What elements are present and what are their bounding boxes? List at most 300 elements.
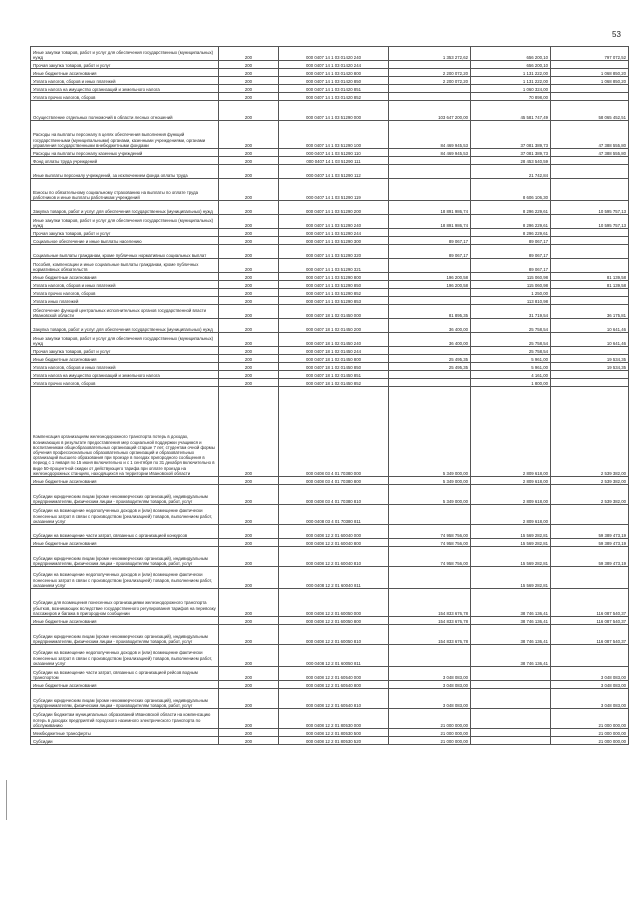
- row-name: Пособия, компенсации и иные социальные выплаты гражданам, кроме публичных нормативных обязательств: [31, 259, 219, 273]
- row-name: Субсидии юридическим лицам (кроме некоммерческих организаций), индивидуальным предпринимателям, физическим лицам - производителям товаров, работ, услуг: [31, 485, 219, 505]
- row-code: 000 0407 18 1 02 01450 800: [279, 355, 389, 363]
- row-remaining: 3 048 083,00: [551, 689, 629, 709]
- row-code: 000 0407 14 1 03 51290 800: [279, 273, 389, 281]
- row-plan: 74 958 756,00: [389, 539, 471, 547]
- row-section: 200: [219, 93, 279, 101]
- row-name: Взносы по обязательному социальному страхованию на выплаты по оплате труда работников и иные выплаты работникам учреждений: [31, 179, 219, 201]
- row-remaining: 3 048 083,00: [551, 681, 629, 689]
- table-row: [31, 179, 629, 201]
- table-row: [31, 237, 629, 245]
- table-row: [31, 215, 629, 229]
- row-plan: [389, 505, 471, 525]
- row-remaining: [551, 165, 629, 179]
- row-plan: [389, 379, 471, 387]
- row-section: 200: [219, 729, 279, 737]
- row-plan: 3 048 083,00: [389, 689, 471, 709]
- row-remaining: 58 065 452,51: [551, 101, 629, 121]
- row-section: 200: [219, 709, 279, 729]
- table-row: [31, 347, 629, 355]
- row-code: 000 0407 18 1 02 01450 851: [279, 371, 389, 379]
- row-name: Прочая закупка товаров, работ и услуг: [31, 229, 219, 237]
- row-plan: 154 833 676,78: [389, 625, 471, 645]
- row-code: 000 0407 18 1 02 01450 850: [279, 363, 389, 371]
- row-name: Иные бюджетные ассигнования: [31, 273, 219, 281]
- table-row: [31, 387, 629, 477]
- row-name: Иные бюджетные ассигнования: [31, 69, 219, 77]
- row-executed: 37 081 389,73: [471, 149, 551, 157]
- row-section: 200: [219, 539, 279, 547]
- row-plan: 18 891 986,74: [389, 215, 471, 229]
- row-section: 200: [219, 333, 279, 347]
- row-plan: 18 891 986,74: [389, 201, 471, 215]
- row-plan: [389, 645, 471, 667]
- row-code: 000 0408 12 2 01 60050 810: [279, 625, 389, 645]
- row-remaining: 2 539 382,00: [551, 387, 629, 477]
- row-section: 200: [219, 505, 279, 525]
- row-remaining: 10 595 757,13: [551, 215, 629, 229]
- row-code: 000 0407 14 1 03 51290 853: [279, 297, 389, 305]
- row-remaining: [551, 157, 629, 165]
- row-code: 000 0407 14 1 03 51290 240: [279, 215, 389, 229]
- row-name: Уплата налога на имущество организаций и земельного налога: [31, 85, 219, 93]
- table-row: [31, 319, 629, 333]
- row-section: 200: [219, 681, 279, 689]
- row-plan: 81 895,35: [389, 305, 471, 319]
- row-code: 000 0407 14 1 03 01420 240: [279, 47, 389, 61]
- row-code: 000 0408 12 2 01 60050 811: [279, 645, 389, 667]
- table-row: [31, 201, 629, 215]
- row-executed: 8 296 229,61: [471, 229, 551, 237]
- row-code: 000 0407 18 1 02 01450 244: [279, 347, 389, 355]
- row-remaining: 116 087 540,37: [551, 589, 629, 617]
- row-section: 200: [219, 215, 279, 229]
- row-name: Межбюджетные трансферты: [31, 729, 219, 737]
- row-remaining: 21 000 000,00: [551, 709, 629, 729]
- row-plan: 21 000 000,00: [389, 737, 471, 745]
- row-section: 200: [219, 47, 279, 61]
- row-code: 000 0407 14 1 03 51290 244: [279, 229, 389, 237]
- row-plan: 1 353 272,62: [389, 47, 471, 61]
- row-plan: 2 200 072,20: [389, 77, 471, 85]
- row-section: 200: [219, 667, 279, 681]
- row-remaining: 47 388 555,80: [551, 121, 629, 149]
- row-executed: 15 569 282,81: [471, 547, 551, 567]
- row-remaining: 36 175,81: [551, 305, 629, 319]
- row-code: 000 0407 14 1 03 51290 320: [279, 245, 389, 259]
- row-plan: 103 647 200,00: [389, 101, 471, 121]
- row-code: 000 0408 12 2 01 60540 000: [279, 667, 389, 681]
- row-name: Расходы на выплаты персоналу в целях обеспечения выполнения функций государственными (муниципальными) органами, казенными учреждениями, органами управления государственными внебюджетными фондами: [31, 121, 219, 149]
- row-section: 200: [219, 319, 279, 333]
- row-name: Иные закупки товаров, работ и услуг для обеспечения государственных (муниципальных) нужд: [31, 333, 219, 347]
- row-plan: [389, 297, 471, 305]
- row-remaining: 1 068 850,20: [551, 77, 629, 85]
- row-name: Уплата налогов, сборов и иных платежей: [31, 363, 219, 371]
- row-plan: [389, 347, 471, 355]
- row-executed: 70 898,00: [471, 93, 551, 101]
- row-remaining: [551, 347, 629, 355]
- row-plan: 3 048 083,00: [389, 667, 471, 681]
- row-remaining: 2 539 382,00: [551, 477, 629, 485]
- row-name: Уплата иных платежей: [31, 297, 219, 305]
- row-executed: 15 569 282,81: [471, 539, 551, 547]
- row-code: 000 0407 14 1 03 51290 100: [279, 121, 389, 149]
- row-executed: 8 296 229,61: [471, 215, 551, 229]
- table-row: [31, 77, 629, 85]
- table-row: [31, 505, 629, 525]
- row-name: Фонд оплаты труда учреждений: [31, 157, 219, 165]
- table-row: [31, 245, 629, 259]
- row-remaining: [551, 289, 629, 297]
- row-plan: 74 958 756,00: [389, 547, 471, 567]
- table-row: [31, 371, 629, 379]
- row-remaining: 19 534,35: [551, 355, 629, 363]
- row-executed: 25 758,54: [471, 333, 551, 347]
- table-row: [31, 61, 629, 69]
- row-executed: 31 719,54: [471, 305, 551, 319]
- row-code: 000 0407 14 1 03 01420 852: [279, 93, 389, 101]
- row-plan: 154 833 676,78: [389, 589, 471, 617]
- row-name: Субсидии на возмещение части затрат, связанных с организацией рейсов водным транспортом: [31, 667, 219, 681]
- row-code: 000 0408 03 4 01 70380 800: [279, 477, 389, 485]
- row-plan: 5 349 000,00: [389, 477, 471, 485]
- row-name: Субсидии юридическим лицам (кроме некоммерческих организаций), индивидуальным предпринимателям, физическим лицам - производителям товаров, работ, услуг: [31, 689, 219, 709]
- row-plan: [389, 259, 471, 273]
- row-name: Субсидии юридическим лицам (кроме некоммерческих организаций), индивидуальным предпринимателям, физическим лицам - производителям товаров, работ, услуг: [31, 625, 219, 645]
- row-name: Уплата налогов, сборов и иных платежей: [31, 77, 219, 85]
- row-executed: 37 081 389,73: [471, 121, 551, 149]
- row-remaining: [551, 645, 629, 667]
- row-name: Прочая закупка товаров, работ и услуг: [31, 61, 219, 69]
- row-section: 200: [219, 689, 279, 709]
- table-row: [31, 539, 629, 547]
- row-section: 200: [219, 567, 279, 589]
- row-section: 200: [219, 237, 279, 245]
- row-remaining: 797 072,52: [551, 47, 629, 61]
- row-remaining: [551, 297, 629, 305]
- row-name: Уплата прочих налогов, сборов: [31, 289, 219, 297]
- row-section: 200: [219, 645, 279, 667]
- row-name: Иные бюджетные ассигнования: [31, 477, 219, 485]
- row-section: 200: [219, 201, 279, 215]
- row-executed: 8 606 106,30: [471, 179, 551, 201]
- table-row: [31, 355, 629, 363]
- row-code: 000 0407 14 1 03 51290 119: [279, 179, 389, 201]
- row-remaining: [551, 85, 629, 93]
- row-remaining: 59 389 473,19: [551, 525, 629, 539]
- row-executed: 38 746 136,41: [471, 589, 551, 617]
- row-code: 000 0407 14 1 03 51290 852: [279, 289, 389, 297]
- row-code: 000 0408 12 2 01 60040 800: [279, 539, 389, 547]
- row-name: Субсидии: [31, 737, 219, 745]
- row-plan: 36 400,00: [389, 333, 471, 347]
- row-remaining: 116 087 540,37: [551, 625, 629, 645]
- table-row: [31, 289, 629, 297]
- row-section: 200: [219, 165, 279, 179]
- row-name: Уплата налогов, сборов и иных платежей: [31, 281, 219, 289]
- table-row: [31, 259, 629, 273]
- row-executed: 8 296 229,61: [471, 201, 551, 215]
- row-executed: [471, 689, 551, 709]
- row-plan: 36 400,00: [389, 319, 471, 333]
- row-executed: 15 569 282,81: [471, 525, 551, 539]
- row-plan: 196 200,58: [389, 273, 471, 281]
- row-remaining: 59 389 473,19: [551, 539, 629, 547]
- table-row: [31, 709, 629, 729]
- row-name: Иные бюджетные ассигнования: [31, 539, 219, 547]
- row-executed: 25 758,54: [471, 319, 551, 333]
- row-executed: [471, 737, 551, 745]
- row-section: 200: [219, 259, 279, 273]
- row-name: Субсидии на возмещение части затрат, связанных с организацией конкурсов: [31, 525, 219, 539]
- row-section: 200: [219, 245, 279, 259]
- row-plan: 25 495,35: [389, 355, 471, 363]
- row-name: Субсидии на возмещение недополученных доходов и (или) возмещение фактически понесенных затрат в связи с производством (реализацией) товаров, выполнением работ, оказанием услуг: [31, 567, 219, 589]
- row-remaining: [551, 179, 629, 201]
- row-remaining: 21 000 000,00: [551, 729, 629, 737]
- row-section: 200: [219, 69, 279, 77]
- row-remaining: 81 139,58: [551, 281, 629, 289]
- row-plan: 3 048 083,00: [389, 681, 471, 689]
- row-plan: 84 469 945,53: [389, 149, 471, 157]
- table-row: [31, 485, 629, 505]
- row-code: 000 0407 14 1 03 51290 112: [279, 165, 389, 179]
- row-name: Субсидии на возмещение недополученных доходов и (или) возмещение фактически понесенных затрат в связи с производством (реализацией) товаров, выполнением работ, оказанием услуг: [31, 645, 219, 667]
- row-remaining: 21 000 000,00: [551, 737, 629, 745]
- row-name: Расходы на выплаты персоналу казенных учреждений: [31, 149, 219, 157]
- table-row: [31, 681, 629, 689]
- row-executed: 2 809 618,00: [471, 477, 551, 485]
- table-row: [31, 157, 629, 165]
- row-section: 200: [219, 77, 279, 85]
- row-remaining: [551, 371, 629, 379]
- row-code: 000 0408 12 2 01 80530 000: [279, 709, 389, 729]
- row-section: 200: [219, 61, 279, 69]
- row-executed: [471, 681, 551, 689]
- row-code: 000 0407 18 1 02 01450 852: [279, 379, 389, 387]
- row-name: Осуществление отдельных полномочий в области лесных отношений: [31, 101, 219, 121]
- row-code: 000 0408 12 2 01 60050 800: [279, 617, 389, 625]
- row-plan: [389, 157, 471, 165]
- row-executed: 2 809 618,00: [471, 485, 551, 505]
- row-executed: 25 758,54: [471, 347, 551, 355]
- row-plan: 5 349 000,00: [389, 485, 471, 505]
- row-section: 200: [219, 355, 279, 363]
- row-section: 200: [219, 737, 279, 745]
- table-row: [31, 567, 629, 589]
- row-plan: 5 349 000,00: [389, 387, 471, 477]
- row-section: 200: [219, 485, 279, 505]
- row-remaining: 3 048 083,00: [551, 667, 629, 681]
- table-row: [31, 47, 629, 61]
- row-code: 000 0407 14 1 03 01420 800: [279, 69, 389, 77]
- row-plan: [389, 567, 471, 589]
- row-executed: [471, 729, 551, 737]
- row-plan: 21 000 000,00: [389, 709, 471, 729]
- row-section: 200: [219, 101, 279, 121]
- row-executed: 113 810,98: [471, 297, 551, 305]
- row-code: 000 0407 14 1 03 51290 111: [279, 157, 389, 165]
- row-section: 200: [219, 617, 279, 625]
- margin-mark: [6, 780, 7, 820]
- row-remaining: 10 641,46: [551, 333, 629, 347]
- row-remaining: 81 139,58: [551, 273, 629, 281]
- row-executed: 115 060,98: [471, 281, 551, 289]
- row-executed: 89 067,17: [471, 237, 551, 245]
- row-code: 000 0407 18 1 02 01450 240: [279, 333, 389, 347]
- row-section: 200: [219, 371, 279, 379]
- row-section: 200: [219, 149, 279, 157]
- row-code: 000 0408 12 2 01 60040 810: [279, 547, 389, 567]
- row-code: 000 0408 12 2 01 60040 811: [279, 567, 389, 589]
- row-plan: [389, 371, 471, 379]
- row-section: 200: [219, 387, 279, 477]
- table-row: [31, 667, 629, 681]
- row-section: 200: [219, 347, 279, 355]
- row-remaining: [551, 505, 629, 525]
- row-code: 000 0407 14 1 03 01420 244: [279, 61, 389, 69]
- table-row: [31, 281, 629, 289]
- table-row: [31, 101, 629, 121]
- row-executed: 2 809 618,00: [471, 505, 551, 525]
- table-row: [31, 617, 629, 625]
- table-row: [31, 85, 629, 93]
- row-code: 000 0408 03 4 01 70380 811: [279, 505, 389, 525]
- row-executed: 38 746 136,41: [471, 625, 551, 645]
- row-section: 200: [219, 297, 279, 305]
- table-row: [31, 93, 629, 101]
- row-code: 000 0407 14 1 03 51290 200: [279, 201, 389, 215]
- table-row: [31, 333, 629, 347]
- row-name: Иные закупки товаров, работ и услуг для обеспечения государственных (муниципальных) нужд: [31, 215, 219, 229]
- row-code: 000 0407 14 1 03 51290 000: [279, 101, 389, 121]
- row-remaining: 10 595 757,13: [551, 201, 629, 215]
- row-name: Иные бюджетные ассигнования: [31, 355, 219, 363]
- row-remaining: [551, 237, 629, 245]
- row-section: 200: [219, 289, 279, 297]
- row-plan: [389, 179, 471, 201]
- table-row: [31, 229, 629, 237]
- row-executed: 656 200,10: [471, 61, 551, 69]
- row-code: 000 0407 14 1 03 51290 321: [279, 259, 389, 273]
- table-row: [31, 363, 629, 371]
- row-name: Закупка товаров, работ и услуг для обеспечения государственных (муниципальных) нужд: [31, 319, 219, 333]
- row-section: 200: [219, 281, 279, 289]
- row-name: Уплата прочих налогов, сборов: [31, 93, 219, 101]
- row-remaining: 116 087 540,37: [551, 617, 629, 625]
- table-row: [31, 737, 629, 745]
- row-executed: 5 961,00: [471, 363, 551, 371]
- row-name: Субсидии на возмещение недополученных доходов и (или) возмещение фактически понесенных затрат в связи с производством (реализацией) товаров, выполнением работ, оказанием услуг: [31, 505, 219, 525]
- row-executed: 1 131 222,00: [471, 77, 551, 85]
- row-name: Иные бюджетные ассигнования: [31, 681, 219, 689]
- row-plan: [389, 61, 471, 69]
- row-plan: 89 067,17: [389, 245, 471, 259]
- row-code: 000 0407 18 1 02 01450 200: [279, 319, 389, 333]
- row-name: Социальные выплаты гражданам, кроме публичных нормативных социальных выплат: [31, 245, 219, 259]
- budget-table: [30, 46, 629, 745]
- row-executed: 656 200,10: [471, 47, 551, 61]
- table-row: [31, 645, 629, 667]
- row-plan: 84 469 945,53: [389, 121, 471, 149]
- row-name: Компенсация организациям железнодорожного транспорта потерь в доходах, возникающих в результате предоставления мер социальной поддержки учащимся и воспитанникам общеобразовательных организаций старше 7 лет, студентам очной формы обучения профессиональных образовательных организаций и образовательных организаций высшего образования при проезде в поездах пригородного сообщения в период с 1 января по 15 июня включительно и с 1 сентября по 31 декабря включительно в виде 50-процентной скидки от действующего тарифа при оплате проезда на железнодорожных станциях, находящихся на территории Ивановской области: [31, 387, 219, 477]
- row-executed: 28 453 540,59: [471, 157, 551, 165]
- table-row: [31, 525, 629, 539]
- row-section: 200: [219, 589, 279, 617]
- row-plan: [389, 229, 471, 237]
- row-section: 200: [219, 547, 279, 567]
- row-plan: 74 958 756,00: [389, 525, 471, 539]
- row-name: Прочая закупка товаров, работ и услуг: [31, 347, 219, 355]
- row-code: 000 0408 03 4 01 70380 810: [279, 485, 389, 505]
- row-name: Иные бюджетные ассигнования: [31, 617, 219, 625]
- row-name: Уплата налога на имущество организаций и земельного налога: [31, 371, 219, 379]
- row-plan: 154 833 676,78: [389, 617, 471, 625]
- row-executed: 38 746 136,41: [471, 645, 551, 667]
- row-name: Иные выплаты персоналу учреждений, за исключением фонда оплаты труда: [31, 165, 219, 179]
- row-remaining: [551, 379, 629, 387]
- table-row: [31, 547, 629, 567]
- row-remaining: 2 539 382,00: [551, 485, 629, 505]
- row-executed: 2 809 618,00: [471, 387, 551, 477]
- table-row: [31, 69, 629, 77]
- row-section: 200: [219, 363, 279, 371]
- table-row: [31, 477, 629, 485]
- row-name: Социальное обеспечение и иные выплаты населению: [31, 237, 219, 245]
- row-remaining: 1 068 850,20: [551, 69, 629, 77]
- row-executed: 1 250,00: [471, 289, 551, 297]
- row-section: 200: [219, 121, 279, 149]
- row-remaining: [551, 61, 629, 69]
- row-remaining: [551, 567, 629, 589]
- row-executed: 89 067,17: [471, 259, 551, 273]
- row-section: 200: [219, 273, 279, 281]
- row-executed: 5 961,00: [471, 355, 551, 363]
- row-plan: [389, 85, 471, 93]
- row-code: 000 0408 12 2 01 60540 810: [279, 689, 389, 709]
- row-name: Обеспечение функций центральных исполнительных органов государственной власти Ивановской области: [31, 305, 219, 319]
- row-plan: [389, 289, 471, 297]
- row-section: 200: [219, 157, 279, 165]
- table-row: [31, 273, 629, 281]
- row-name: Закупка товаров, работ и услуг для обеспечения государственных (муниципальных) нужд: [31, 201, 219, 215]
- row-remaining: [551, 93, 629, 101]
- row-code: 000 0407 14 1 03 51290 850: [279, 281, 389, 289]
- row-plan: [389, 165, 471, 179]
- row-executed: 89 067,17: [471, 245, 551, 259]
- row-plan: 21 000 000,00: [389, 729, 471, 737]
- row-section: 200: [219, 525, 279, 539]
- row-section: 200: [219, 625, 279, 645]
- row-section: 200: [219, 229, 279, 237]
- row-name: Субсидии юридическим лицам (кроме некоммерческих организаций), индивидуальным предпринимателям, физическим лицам - производителям товаров, работ, услуг: [31, 547, 219, 567]
- row-executed: 21 742,84: [471, 165, 551, 179]
- row-code: 000 0407 14 1 03 01420 851: [279, 85, 389, 93]
- table-row: [31, 729, 629, 737]
- row-code: 000 0407 14 1 03 51290 110: [279, 149, 389, 157]
- row-code: 000 0407 14 1 03 01420 850: [279, 77, 389, 85]
- row-remaining: [551, 259, 629, 273]
- row-executed: 115 060,98: [471, 273, 551, 281]
- row-plan: 89 067,17: [389, 237, 471, 245]
- row-remaining: 47 388 555,80: [551, 149, 629, 157]
- table-row: [31, 589, 629, 617]
- page-number: 53: [612, 30, 621, 39]
- row-code: 000 0408 12 2 01 80530 500: [279, 729, 389, 737]
- row-remaining: 10 641,46: [551, 319, 629, 333]
- row-code: 000 0408 12 2 01 60050 000: [279, 589, 389, 617]
- row-plan: 2 200 072,20: [389, 69, 471, 77]
